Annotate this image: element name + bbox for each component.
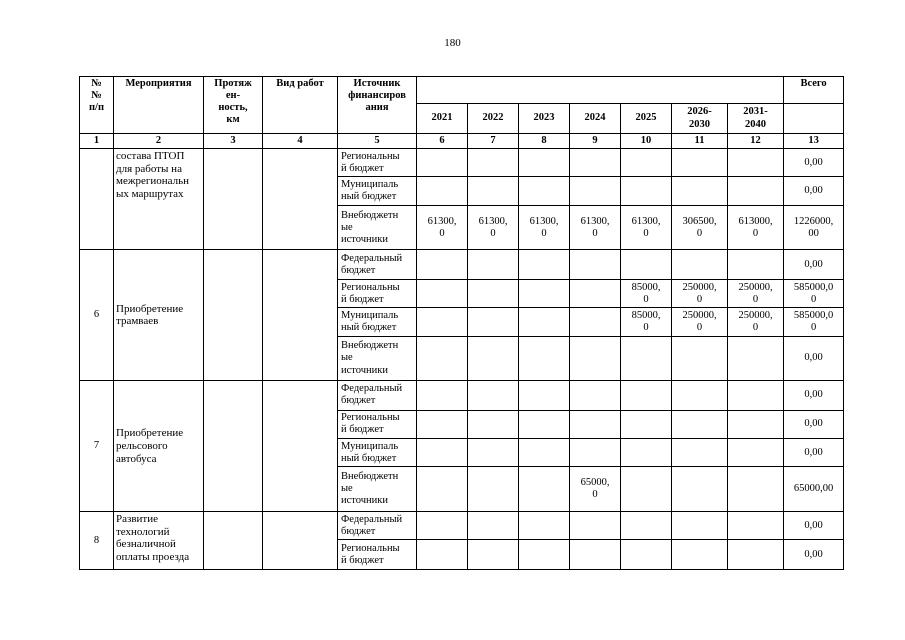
year-value bbox=[519, 540, 570, 570]
year-value bbox=[672, 467, 728, 512]
total-value: 585000,0 0 bbox=[784, 279, 844, 307]
year-value bbox=[417, 250, 468, 279]
column-number: 7 bbox=[468, 134, 519, 149]
column-number: 11 bbox=[672, 134, 728, 149]
year-value bbox=[728, 410, 784, 438]
length-cell bbox=[204, 381, 263, 512]
row-number: 8 bbox=[80, 512, 114, 570]
year-value bbox=[519, 149, 570, 177]
funding-source: Муниципаль ный бюджет bbox=[338, 439, 417, 467]
year-value bbox=[570, 308, 621, 336]
year-value bbox=[570, 410, 621, 438]
year-value bbox=[570, 149, 621, 177]
year-value bbox=[672, 250, 728, 279]
funding-source: Внебюджетн ые источники bbox=[338, 205, 417, 250]
column-number: 8 bbox=[519, 134, 570, 149]
year-value: 306500, 0 bbox=[672, 205, 728, 250]
year-value: 61300, 0 bbox=[468, 205, 519, 250]
year-value bbox=[519, 467, 570, 512]
year-value bbox=[672, 381, 728, 410]
table-row bbox=[80, 381, 844, 410]
header-work-type: Вид работ bbox=[263, 77, 338, 134]
column-number: 2 bbox=[114, 134, 204, 149]
year-value: 61300, 0 bbox=[417, 205, 468, 250]
year-value bbox=[519, 250, 570, 279]
year-value: 85000, 0 bbox=[621, 308, 672, 336]
year-value: 250000, 0 bbox=[672, 279, 728, 307]
work-type-cell bbox=[263, 250, 338, 381]
total-value: 0,00 bbox=[784, 177, 844, 205]
work-type-cell bbox=[263, 381, 338, 512]
year-value bbox=[728, 336, 784, 381]
work-type-cell bbox=[263, 512, 338, 570]
year-value bbox=[728, 512, 784, 540]
year-value bbox=[728, 149, 784, 177]
length-cell bbox=[204, 512, 263, 570]
year-value bbox=[468, 250, 519, 279]
year-value bbox=[417, 410, 468, 438]
total-value: 1226000, 00 bbox=[784, 205, 844, 250]
column-number: 12 bbox=[728, 134, 784, 149]
year-value bbox=[417, 177, 468, 205]
year-value bbox=[417, 467, 468, 512]
header-total: Всего bbox=[784, 77, 844, 104]
row-number: 7 bbox=[80, 381, 114, 512]
year-value bbox=[519, 410, 570, 438]
year-value: 61300, 0 bbox=[570, 205, 621, 250]
header-years-span bbox=[417, 77, 784, 104]
row-number: 6 bbox=[80, 250, 114, 381]
year-value bbox=[417, 336, 468, 381]
year-value bbox=[728, 177, 784, 205]
total-value: 0,00 bbox=[784, 439, 844, 467]
year-value bbox=[621, 410, 672, 438]
year-value bbox=[519, 308, 570, 336]
year-value bbox=[672, 439, 728, 467]
header-length: Протяж ен- ность, км bbox=[204, 77, 263, 134]
year-value bbox=[519, 381, 570, 410]
year-value bbox=[570, 512, 621, 540]
year-value bbox=[672, 512, 728, 540]
header-year: 2023 bbox=[519, 104, 570, 134]
year-value bbox=[570, 250, 621, 279]
year-value bbox=[468, 540, 519, 570]
funding-source: Федеральный бюджет bbox=[338, 250, 417, 279]
header-year: 2024 bbox=[570, 104, 621, 134]
year-value bbox=[417, 381, 468, 410]
funding-source: Муниципаль ный бюджет bbox=[338, 177, 417, 205]
header-total-blank bbox=[784, 104, 844, 134]
year-value bbox=[468, 149, 519, 177]
header-year: 2021 bbox=[417, 104, 468, 134]
page-number: 180 bbox=[444, 37, 461, 49]
financing-table bbox=[79, 76, 844, 570]
year-value bbox=[417, 439, 468, 467]
year-value bbox=[417, 279, 468, 307]
column-number: 13 bbox=[784, 134, 844, 149]
year-value bbox=[519, 512, 570, 540]
row-number bbox=[80, 149, 114, 250]
year-value: 61300, 0 bbox=[519, 205, 570, 250]
year-value bbox=[728, 381, 784, 410]
total-value: 0,00 bbox=[784, 410, 844, 438]
year-value bbox=[417, 149, 468, 177]
column-number: 10 bbox=[621, 134, 672, 149]
year-value bbox=[672, 149, 728, 177]
year-value bbox=[570, 540, 621, 570]
year-value bbox=[519, 177, 570, 205]
year-value bbox=[621, 467, 672, 512]
header-measures: Мероприятия bbox=[114, 77, 204, 134]
year-value: 613000, 0 bbox=[728, 205, 784, 250]
year-value: 85000, 0 bbox=[621, 279, 672, 307]
year-value bbox=[468, 381, 519, 410]
funding-source: Региональны й бюджет bbox=[338, 540, 417, 570]
funding-source: Региональны й бюджет bbox=[338, 279, 417, 307]
total-value: 0,00 bbox=[784, 149, 844, 177]
year-value bbox=[621, 149, 672, 177]
column-number: 9 bbox=[570, 134, 621, 149]
year-value bbox=[621, 250, 672, 279]
year-value bbox=[417, 512, 468, 540]
year-value bbox=[621, 512, 672, 540]
year-value bbox=[728, 439, 784, 467]
year-value bbox=[417, 540, 468, 570]
year-value bbox=[468, 336, 519, 381]
header-year: 2022 bbox=[468, 104, 519, 134]
funding-source: Федеральный бюджет bbox=[338, 512, 417, 540]
year-value bbox=[621, 336, 672, 381]
year-value bbox=[519, 279, 570, 307]
year-value bbox=[621, 439, 672, 467]
year-value bbox=[570, 336, 621, 381]
year-value bbox=[728, 467, 784, 512]
year-value bbox=[672, 336, 728, 381]
funding-source: Федеральный бюджет bbox=[338, 381, 417, 410]
year-value bbox=[570, 177, 621, 205]
year-value bbox=[468, 177, 519, 205]
year-value: 65000, 0 bbox=[570, 467, 621, 512]
column-number: 6 bbox=[417, 134, 468, 149]
year-value bbox=[570, 279, 621, 307]
header-year: 2031- 2040 bbox=[728, 104, 784, 134]
year-value bbox=[468, 467, 519, 512]
year-value bbox=[621, 540, 672, 570]
length-cell bbox=[204, 250, 263, 381]
year-value bbox=[519, 336, 570, 381]
year-value: 61300, 0 bbox=[621, 205, 672, 250]
column-number: 3 bbox=[204, 134, 263, 149]
header-num: № № п/п bbox=[80, 77, 114, 134]
year-value bbox=[570, 439, 621, 467]
funding-source: Региональны й бюджет bbox=[338, 149, 417, 177]
table-row bbox=[80, 149, 844, 177]
year-value bbox=[468, 512, 519, 540]
funding-source: Внебюджетн ые источники bbox=[338, 336, 417, 381]
measure-name: состава ПТОП для работы на межрегиональн ых маршрутах bbox=[114, 149, 204, 250]
year-value bbox=[728, 540, 784, 570]
total-value: 65000,00 bbox=[784, 467, 844, 512]
year-value bbox=[468, 308, 519, 336]
total-value: 0,00 bbox=[784, 381, 844, 410]
year-value bbox=[468, 439, 519, 467]
year-value bbox=[417, 308, 468, 336]
measure-name: Приобретение рельсового автобуса bbox=[114, 381, 204, 512]
table-row bbox=[80, 250, 844, 279]
total-value: 0,00 bbox=[784, 250, 844, 279]
total-value: 0,00 bbox=[784, 540, 844, 570]
measure-name: Приобретение трамваев bbox=[114, 250, 204, 381]
total-value: 585000,0 0 bbox=[784, 308, 844, 336]
year-value bbox=[468, 279, 519, 307]
header-source: Источник финансиров ания bbox=[338, 77, 417, 134]
table-row bbox=[80, 512, 844, 540]
work-type-cell bbox=[263, 149, 338, 250]
year-value: 250000, 0 bbox=[728, 279, 784, 307]
header-year: 2026- 2030 bbox=[672, 104, 728, 134]
column-number: 4 bbox=[263, 134, 338, 149]
year-value bbox=[672, 540, 728, 570]
year-value bbox=[621, 381, 672, 410]
funding-source: Региональны й бюджет bbox=[338, 410, 417, 438]
year-value bbox=[570, 381, 621, 410]
year-value: 250000, 0 bbox=[728, 308, 784, 336]
year-value bbox=[672, 177, 728, 205]
year-value bbox=[728, 250, 784, 279]
year-value bbox=[519, 439, 570, 467]
column-number: 5 bbox=[338, 134, 417, 149]
length-cell bbox=[204, 149, 263, 250]
total-value: 0,00 bbox=[784, 512, 844, 540]
year-value bbox=[672, 410, 728, 438]
year-value bbox=[621, 177, 672, 205]
year-value bbox=[468, 410, 519, 438]
funding-source: Муниципаль ный бюджет bbox=[338, 308, 417, 336]
column-number: 1 bbox=[80, 134, 114, 149]
funding-source: Внебюджетн ые источники bbox=[338, 467, 417, 512]
measure-name: Развитие технологий безналичной оплаты проезда bbox=[114, 512, 204, 570]
total-value: 0,00 bbox=[784, 336, 844, 381]
header-year: 2025 bbox=[621, 104, 672, 134]
year-value: 250000, 0 bbox=[672, 308, 728, 336]
